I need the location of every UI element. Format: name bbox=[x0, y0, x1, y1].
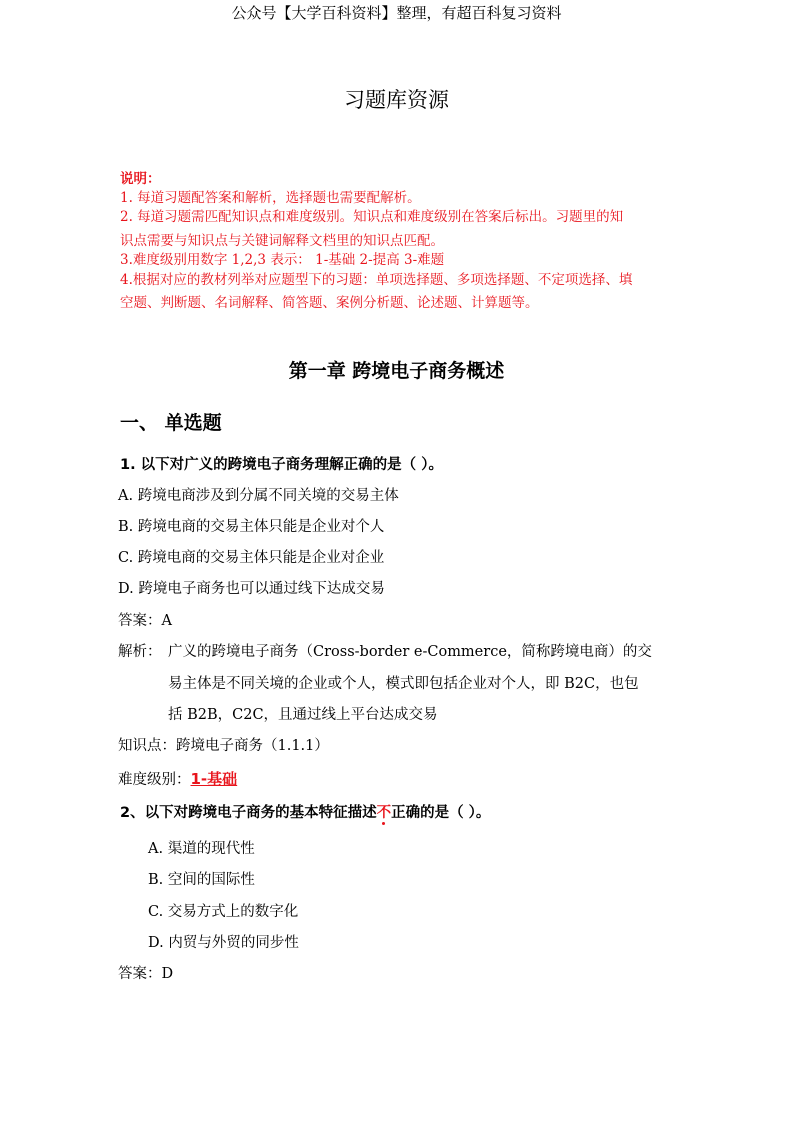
difficulty-label: 难度级别： bbox=[118, 772, 191, 788]
question-2-option-d: D. 内贸与外贸的同步性 bbox=[148, 935, 299, 951]
notes-label: 说明： bbox=[120, 171, 161, 187]
question-1-analysis-line: 括 B2B，C2C，且通过线上平台达成交易 bbox=[168, 707, 438, 723]
question-1-analysis-line: 广义的跨境电子商务（Cross-border e-Commerce，简称跨境电商）的交 bbox=[168, 644, 652, 660]
question-2-option-b: B. 空间的国际性 bbox=[148, 872, 255, 888]
question-2-option-a: A. 渠道的现代性 bbox=[148, 841, 255, 857]
note-line: 识点需要与知识点与关键词解释文档里的知识点匹配。 bbox=[120, 233, 444, 249]
question-1-option-a: A. 跨境电商涉及到分属不同关境的交易主体 bbox=[118, 488, 399, 504]
page-title: 习题库资源 bbox=[344, 88, 449, 112]
note-line: 3.难度级别用数字 1,2,3 表示： 1-基础 2-提高 3-难题 bbox=[120, 252, 445, 268]
note-line: 1. 每道习题配答案和解析，选择题也需要配解析。 bbox=[120, 190, 421, 206]
section-heading: 一、 单选题 bbox=[120, 412, 222, 434]
question-1-stem: 1. 以下对广义的跨境电子商务理解正确的是（ ）。 bbox=[120, 457, 443, 473]
question-1-analysis-label: 解析： bbox=[118, 644, 162, 660]
chapter-heading: 第一章 跨境电子商务概述 bbox=[288, 360, 505, 382]
question-2-option-c: C. 交易方式上的数字化 bbox=[148, 904, 299, 920]
note-line: 空题、判断题、名词解释、简答题、案例分析题、论述题、计算题等。 bbox=[120, 295, 539, 311]
question-1-answer: 答案：A bbox=[118, 613, 172, 629]
question-2-stem-before: 2、以下对跨境电子商务的基本特征描述 bbox=[120, 805, 377, 821]
question-1-analysis-line: 易主体是不同关境的企业或个人，模式即包括企业对个人，即 B2C，也包 bbox=[168, 676, 639, 692]
question-2-stem-after: 正确的是（ ）。 bbox=[391, 805, 491, 821]
question-2-stem-emphasis: 不 bbox=[376, 805, 392, 821]
note-line: 2. 每道习题需匹配知识点和难度级别。知识点和难度级别在答案后标出。习题里的知 bbox=[120, 209, 624, 225]
page-header: 公众号【大学百科资料】整理，有超百科复习资料 bbox=[231, 4, 562, 22]
question-2-stem bbox=[120, 801, 490, 822]
question-1-option-b: B. 跨境电商的交易主体只能是企业对个人 bbox=[118, 519, 385, 535]
question-1-difficulty bbox=[118, 768, 237, 789]
note-line: 4.根据对应的教材列举对应题型下的习题：单项选择题、多项选择题、不定项选择、填 bbox=[120, 272, 633, 288]
difficulty-value: 1-基础 bbox=[190, 770, 238, 788]
question-2-answer: 答案：D bbox=[118, 966, 174, 982]
question-1-knowledge-point: 知识点：跨境电子商务（1.1.1） bbox=[118, 738, 329, 754]
question-1-option-d: D. 跨境电子商务也可以通过线下达成交易 bbox=[118, 581, 385, 597]
question-1-option-c: C. 跨境电商的交易主体只能是企业对企业 bbox=[118, 550, 385, 566]
